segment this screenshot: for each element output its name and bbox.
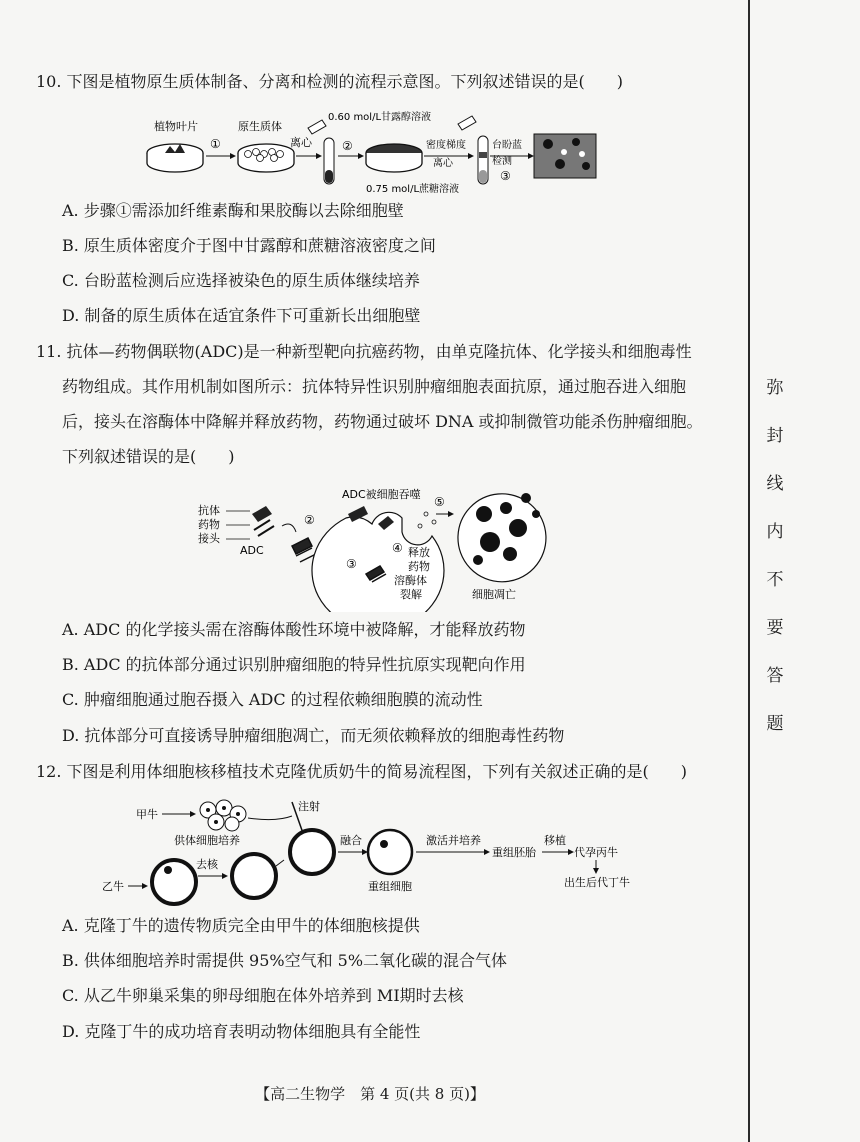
seal-divider: [748, 0, 750, 1142]
q10-sucrose-label: 0.75 mol/L蔗糖溶液: [366, 184, 460, 195]
q12-enucleate-label: 去核: [196, 858, 218, 871]
q10-stem: 10. 下图是植物原生质体制备、分离和检测的流程示意图。下列叙述错误的是( ): [36, 72, 624, 91]
q10-step1: ①: [210, 137, 221, 151]
q12-option-d: D. 克隆丁牛的成功培育表明动物体细胞具有全能性: [62, 1022, 421, 1041]
q12-donor-label: 供体细胞培养: [174, 834, 240, 847]
q10-detect-label: 检测: [492, 156, 512, 167]
q11-adc-label: ADC: [240, 544, 264, 557]
q11-release2-label: 药物: [408, 560, 430, 573]
q11-option-c: C. 肿瘤细胞通过胞吞摄入 ADC 的过程依赖细胞膜的流动性: [62, 690, 483, 709]
q11-engulf-label: ADC被细胞吞噬: [342, 488, 421, 501]
q11-line-2: 后，接头在溶酶体中降解并释放药物，药物通过破坏 DNA 或抑制微管功能杀伤肿瘤细胞。: [62, 412, 703, 431]
q12-option-c: C. 从乙牛卵巢采集的卵母细胞在体外培养到 MⅠ期时去核: [62, 986, 464, 1005]
q11-line-1: 药物组成。其作用机制如图所示：抗体特异性识别肿瘤细胞表面抗原，通过胞吞进入细胞: [62, 377, 687, 396]
q10-step2: ②: [342, 139, 353, 153]
q11-option-b: B. ADC 的抗体部分通过识别肿瘤细胞的特异性抗原实现靶向作用: [62, 655, 526, 674]
q11-antibody-label: 抗体: [198, 504, 220, 517]
q10-centrifuge-label: 离心: [290, 136, 312, 149]
seal-char: 线: [766, 474, 784, 494]
q11-stem: 11. 抗体—药物偶联物(ADC)是一种新型靶向抗癌药物，由单克隆抗体、化学接头和细胞毒性: [36, 342, 692, 361]
q10-centrifuge2-label: 离心: [433, 158, 453, 169]
q12-embryo-label: 重组胚胎: [492, 846, 536, 859]
q11-option-a: A. ADC 的化学接头需在溶酶体酸性环境中被降解，才能释放药物: [62, 620, 526, 639]
seal-char: 封: [766, 426, 784, 446]
q10-density-label: 密度梯度: [426, 140, 466, 151]
q12-recon-label: 重组细胞: [368, 880, 412, 893]
q12-surrogate-label: 代孕丙牛: [574, 846, 618, 859]
q10-option-a: A. 步骤①需添加纤维素酶和果胶酶以去除细胞壁: [62, 201, 404, 220]
q12-stem: 12. 下图是利用体细胞核移植技术克隆优质奶牛的简易流程图，下列有关叙述正确的是( ): [36, 762, 688, 781]
q11-linker-label: 接头: [198, 532, 220, 545]
seal-char: 题: [766, 714, 784, 734]
q10-trypan-label: 台盼蓝: [492, 140, 522, 151]
q12-cowA-label: 甲牛: [136, 808, 158, 821]
q11-step2: ②: [304, 513, 315, 527]
q11-lysosome1-label: 溶酶体: [394, 574, 427, 587]
q11-step4: ④: [392, 541, 403, 555]
q10-figure: [140, 108, 640, 198]
q12-cowB-label: 乙牛: [102, 880, 124, 893]
q10-option-d: D. 制备的原生质体在适宜条件下可重新长出细胞壁: [62, 306, 421, 325]
seal-notice: [760, 380, 790, 764]
q10-option-b: B. 原生质体密度介于图中甘露醇和蔗糖溶液密度之间: [62, 236, 436, 255]
q11-drug-label: 药物: [198, 518, 220, 531]
seal-char: 答: [766, 666, 784, 686]
q12-inject-label: 注射: [298, 800, 320, 813]
q11-option-d: D. 抗体部分可直接诱导肿瘤细胞凋亡，而无须依赖释放的细胞毒性药物: [62, 726, 565, 745]
seal-char: 要: [766, 618, 784, 638]
q10-step3: ③: [500, 169, 511, 183]
q10-mannitol-label: 0.60 mol/L甘露醇溶液: [328, 112, 432, 123]
q10-protoplast-label: 原生质体: [238, 120, 282, 133]
q12-fuse-label: 融合: [340, 834, 362, 847]
seal-char: 不: [766, 570, 784, 590]
seal-char: 弥: [766, 378, 784, 398]
q10-option-c: C. 台盼蓝检测后应选择被染色的原生质体继续培养: [62, 271, 420, 290]
q12-calf-label: 出生后代丁牛: [564, 876, 630, 889]
seal-char: 内: [766, 522, 784, 542]
q11-apoptosis-label: 细胞凋亡: [472, 588, 516, 601]
q11-lysosome2-label: 裂解: [400, 588, 422, 601]
q10-leaf-label: 植物叶片: [154, 120, 198, 133]
q12-option-a: A. 克隆丁牛的遗传物质完全由甲牛的体细胞核提供: [62, 916, 420, 935]
q12-transfer-label: 移植: [544, 834, 566, 847]
q11-figure: [196, 484, 556, 612]
q12-option-b: B. 供体细胞培养时需提供 95%空气和 5%二氧化碳的混合气体: [62, 951, 508, 970]
page-footer: 【高二生物学 第 4 页(共 8 页)】: [255, 1085, 485, 1103]
q11-release1-label: 释放: [408, 546, 430, 559]
q12-activate-label: 激活并培养: [426, 834, 481, 847]
q12-figure: [96, 796, 656, 908]
q11-step5: ⑤: [434, 495, 445, 509]
q11-line-3: 下列叙述错误的是( ): [62, 447, 235, 466]
q11-step3: ③: [346, 557, 357, 571]
